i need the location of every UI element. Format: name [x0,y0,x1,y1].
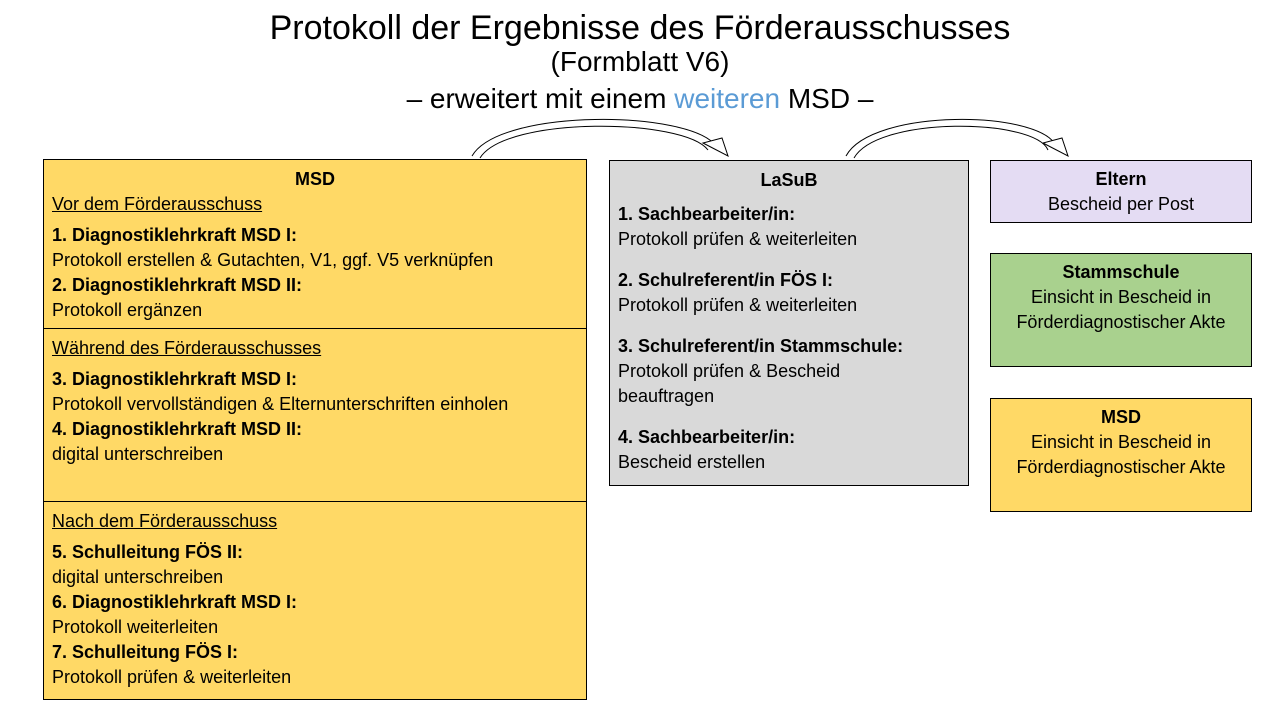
eltern-box [990,160,1252,223]
step-1-label: 1. Diagnostiklehrkraft MSD I: [52,225,298,245]
lasub-step-1-label: 1. Sachbearbeiter/in: [618,204,796,224]
lasub-step-1-text: Protokoll prüfen & weiterleiten [618,229,858,249]
lasub-steps [610,202,968,475]
msd-section-during [44,328,586,467]
step-2-text: Protokoll ergänzen [52,300,203,320]
page-title: Protokoll der Ergebnisse des Förderausschusses [269,9,1011,47]
step-3-label: 3. Diagnostiklehrkraft MSD I: [52,369,298,389]
lasub-step-4-text: Bescheid erstellen [618,452,766,472]
step-4-text: digital unterschreiben [52,444,224,464]
section-title-after: Nach dem Förderausschuss [52,511,278,531]
section-title-before: Vor dem Förderausschuss [52,194,263,214]
step-5-label: 5. Schulleitung FÖS II: [52,542,244,562]
msd-result-box [990,398,1252,512]
msd-result-box-text: Einsicht in Bescheid in Förderdiagnostischer Akte [1016,432,1226,477]
eltern-box-header: Eltern [1095,169,1147,189]
page-subtitle: (Formblatt V6) [550,46,730,77]
eltern-box-text: Bescheid per Post [1047,194,1195,214]
msd-result-box-header: MSD [1101,407,1141,427]
lasub-step-2-label: 2. Schulreferent/in FÖS I: [618,270,834,290]
step-6-label: 6. Diagnostiklehrkraft MSD I: [52,592,298,612]
stammschule-box-header: Stammschule [1062,262,1180,282]
msd-section-before [44,192,586,323]
lasub-step-3-text: Protokoll prüfen & Bescheid beauftragen [618,361,841,406]
lasub-process-box [609,160,969,486]
lasub-step-3-label: 3. Schulreferent/in Stammschule: [618,336,904,356]
subtitle-accent-word: weiteren [674,83,781,114]
lasub-step-4-label: 4. Sachbearbeiter/in: [618,427,796,447]
step-6-text: Protokoll weiterleiten [52,617,219,637]
msd-section-after [44,501,586,690]
msd-process-box [43,159,587,700]
step-7-label: 7. Schulleitung FÖS I: [52,642,239,662]
step-3-text: Protokoll vervollständigen & Elternunterschriften einholen [52,394,509,414]
arrow-lasub-to-eltern [846,119,1068,158]
stammschule-box [990,253,1252,367]
step-1-text: Protokoll erstellen & Gutachten, V1, ggf. V5 verknüpfen [52,250,494,270]
msd-box-header: MSD [295,169,335,189]
step-2-label: 2. Diagnostiklehrkraft MSD II: [52,275,303,295]
subtitle-prefix: – erweitert mit einem [406,83,667,114]
lasub-step-2-text: Protokoll prüfen & weiterleiten [618,295,858,315]
arrow-msd-to-lasub [472,119,728,158]
step-7-text: Protokoll prüfen & weiterleiten [52,667,292,687]
stammschule-box-text: Einsicht in Bescheid in Förderdiagnostischer Akte [1016,287,1226,332]
step-4-label: 4. Diagnostiklehrkraft MSD II: [52,419,303,439]
section-title-during: Während des Förderausschusses [52,338,322,358]
lasub-box-header: LaSuB [760,170,818,190]
step-5-text: digital unterschreiben [52,567,224,587]
subtitle-suffix: MSD – [787,83,874,114]
